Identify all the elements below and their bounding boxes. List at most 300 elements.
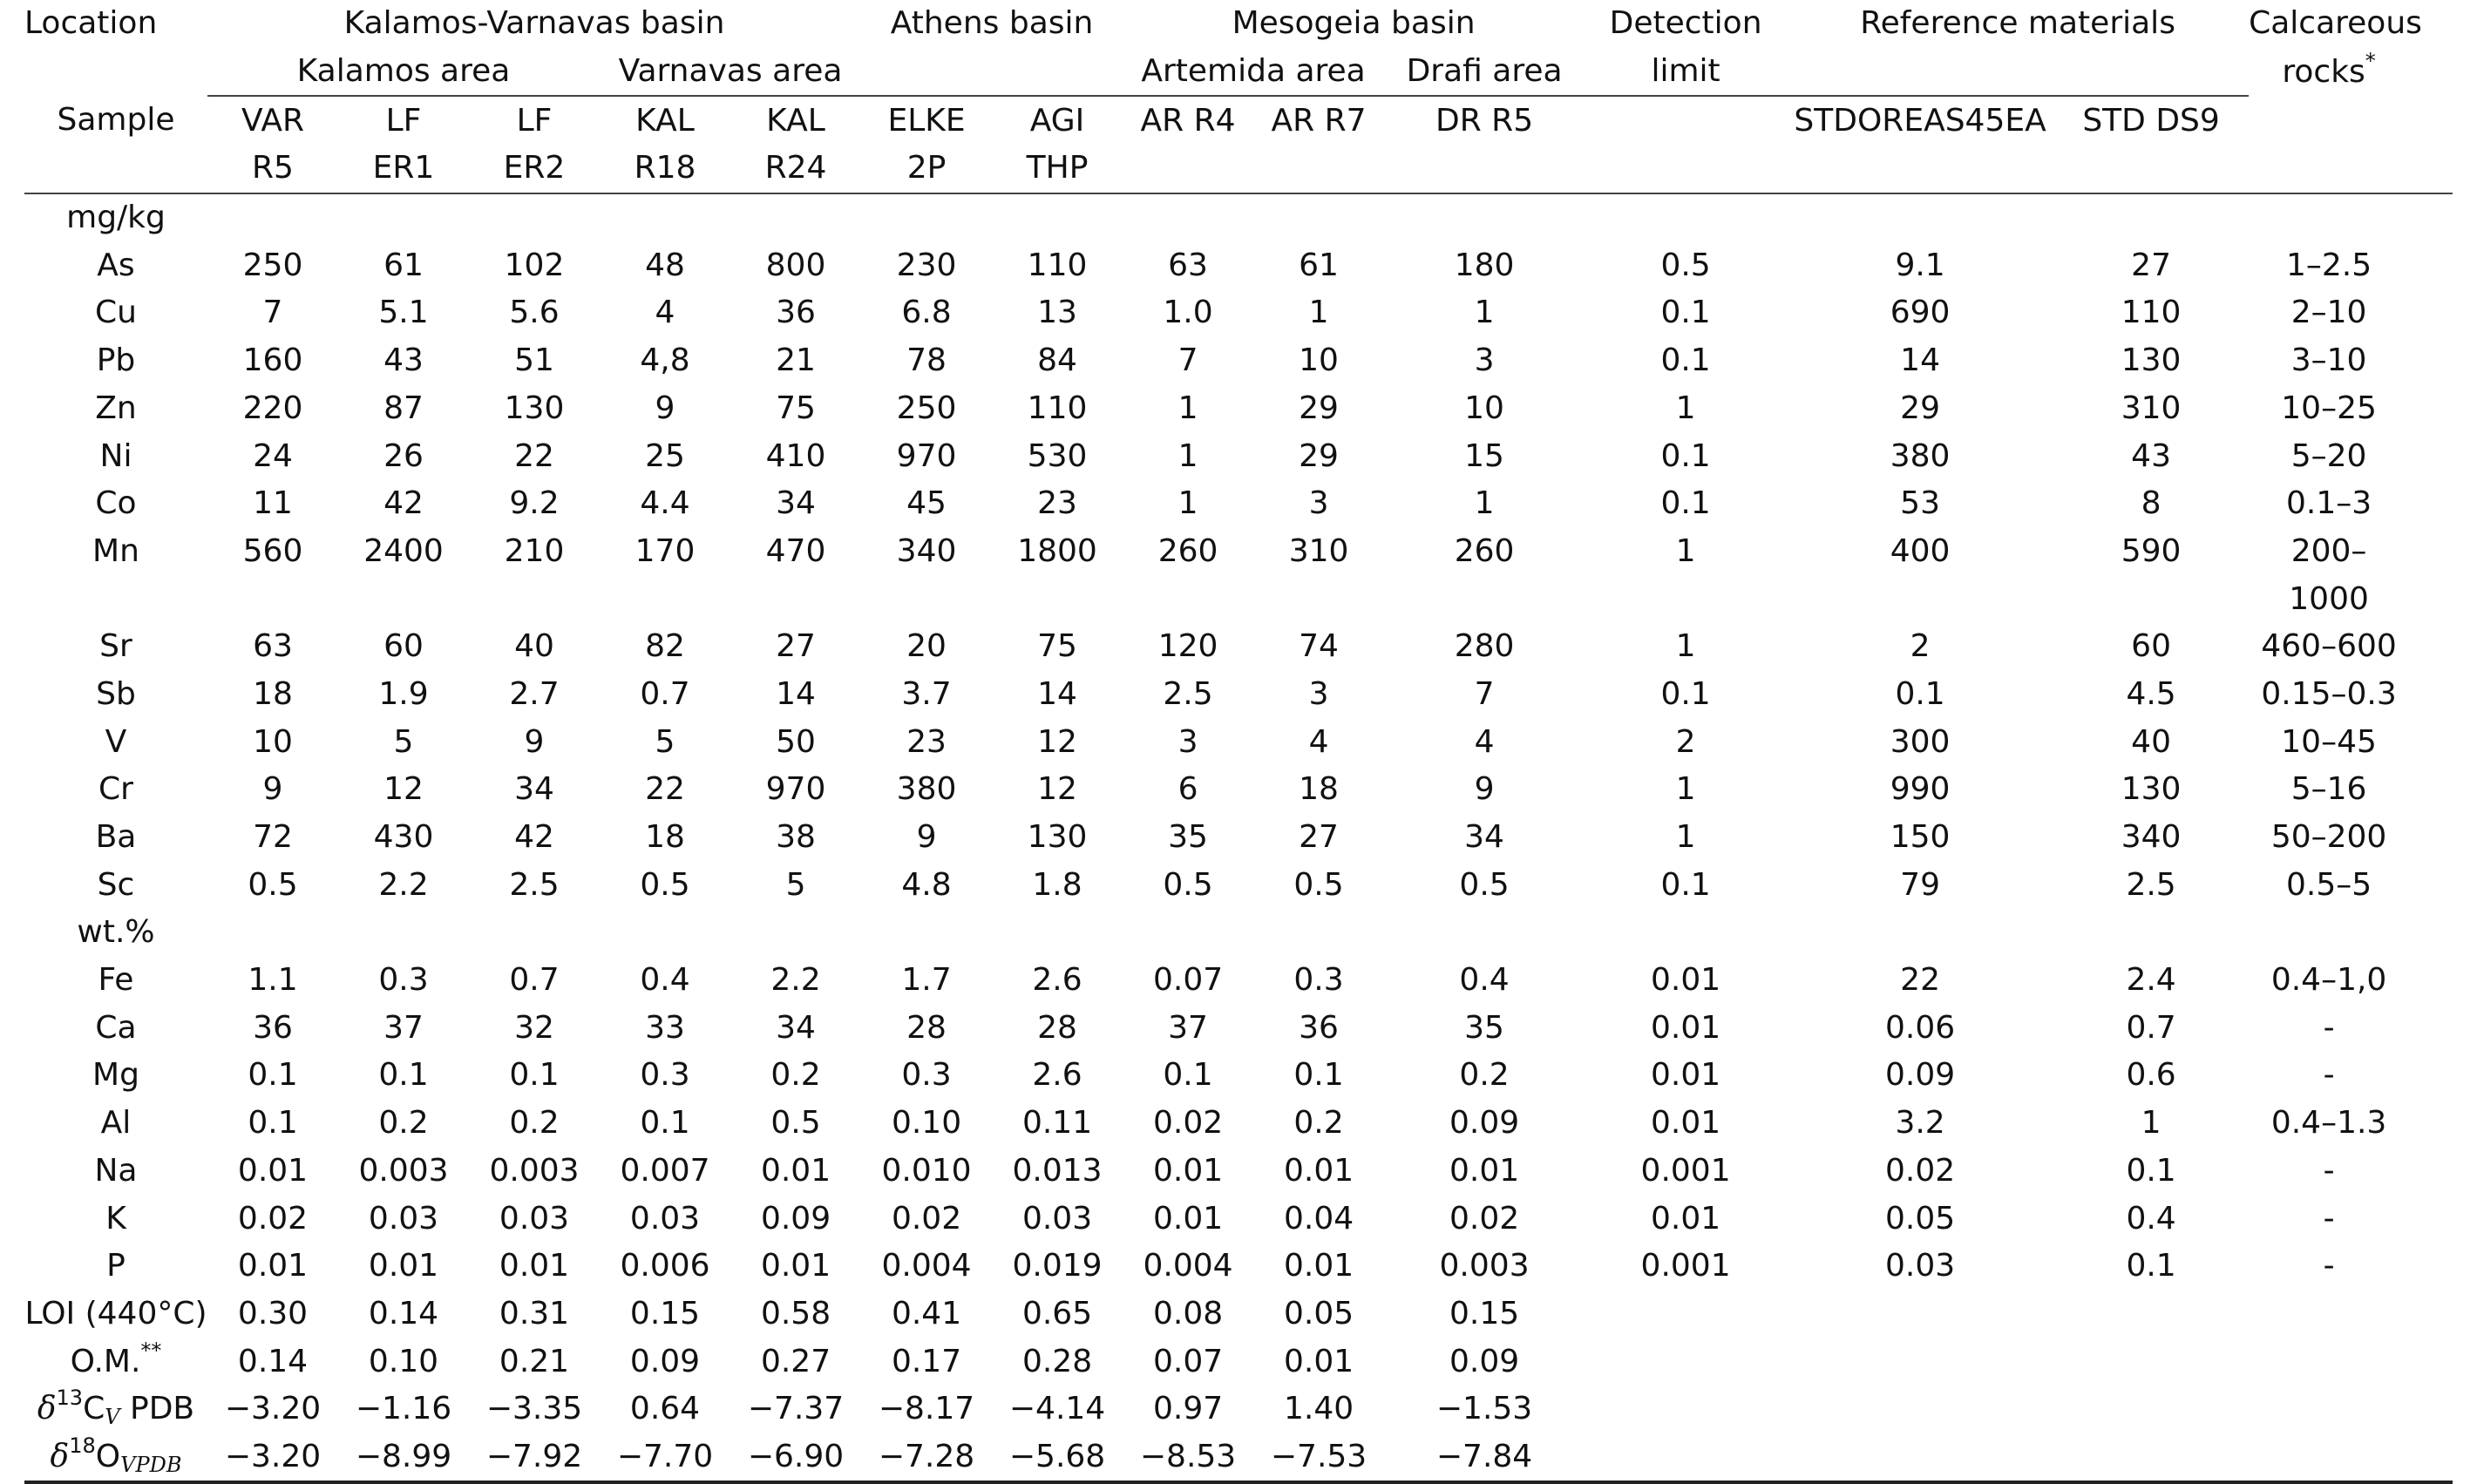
table-cell: 18 (645, 819, 685, 856)
table-row (24, 575, 2453, 623)
table-cell: 29 (1299, 437, 1339, 474)
table-cell: - (2323, 1152, 2335, 1189)
table-cell: 38 (776, 819, 816, 856)
sample-row-2 (24, 145, 2453, 193)
table-row (24, 385, 2453, 433)
table-cell: 27 (776, 628, 816, 665)
table-cell (2053, 575, 2249, 623)
table-cell: 0.1 (1895, 675, 1945, 712)
table-cell: 0.31 (499, 1295, 570, 1332)
table-cell: 0.1 (1660, 485, 1711, 522)
table-cell: 380 (896, 771, 957, 808)
table-cell: 9 (524, 723, 545, 760)
table-cell: 0.14 (237, 1343, 309, 1379)
table-cell (1585, 1338, 1787, 1386)
table-cell: 12 (1037, 771, 1077, 808)
table-cell: 0.03 (368, 1200, 439, 1237)
table-cell: −7.84 (1384, 1433, 1585, 1483)
table-cell: 0.01 (1152, 1152, 1224, 1189)
table-cell: 2.2 (770, 962, 821, 999)
table-cell (1787, 1291, 2053, 1338)
table-cell: 0.019 (1012, 1248, 1103, 1284)
table-cell: 0.1 (1660, 866, 1711, 903)
table-cell: 60 (2131, 628, 2171, 665)
table-cell: 1 (1675, 628, 1696, 665)
table-cell: 40 (2131, 723, 2171, 760)
table-cell: 10 (253, 723, 293, 760)
table-cell: 0.6 (2126, 1057, 2176, 1094)
table-cell: 1800 (1017, 532, 1097, 569)
table-cell: 1.9 (378, 675, 429, 712)
table-cell: 10 (1299, 342, 1339, 379)
table-cell: 7 (1177, 342, 1198, 379)
table-cell: 6.8 (901, 295, 952, 331)
table-row (24, 337, 2453, 385)
table-cell: 0.003 (489, 1152, 580, 1189)
table-cell: 34 (1464, 819, 1504, 856)
table-cell: 260 (1157, 532, 1218, 569)
table-row (24, 1195, 2453, 1243)
table-row (24, 432, 2453, 480)
table-cell: 110 (2121, 295, 2182, 331)
table-cell: 110 (1027, 390, 1088, 426)
table-cell (2249, 1291, 2409, 1338)
table-cell: 35 (1464, 1009, 1504, 1046)
unit-row-wt (24, 909, 2453, 957)
table-cell: 530 (1027, 437, 1088, 474)
table-row (24, 1100, 2453, 1148)
table-cell: 0.65 (1021, 1295, 1093, 1332)
table-cell: 0.003 (358, 1152, 449, 1189)
table-cell: 7 (1474, 675, 1495, 712)
table-cell: 0.05 (1885, 1200, 1956, 1237)
table-cell: 9 (655, 390, 675, 426)
table-cell: 340 (896, 532, 957, 569)
table-cell: 470 (765, 532, 826, 569)
table-cell: 0.004 (1143, 1248, 1233, 1284)
table-cell: 28 (906, 1009, 947, 1046)
table-cell: 0.09 (1449, 1343, 1520, 1379)
table-cell: 0.5 (770, 1105, 821, 1142)
table-cell: 5–16 (2290, 771, 2367, 808)
table-cell: 0.02 (891, 1200, 962, 1237)
table-cell: 250 (896, 390, 957, 426)
table-cell: 970 (896, 437, 957, 474)
sample-name: AGI (1029, 102, 1085, 139)
table-cell: 0.41 (891, 1295, 962, 1332)
sample-name: LF (516, 102, 553, 139)
table-cell: 2400 (363, 532, 444, 569)
table-cell: - (2323, 1200, 2335, 1237)
table-cell: 310 (1288, 532, 1349, 569)
table-cell: 37 (383, 1009, 424, 1046)
table-cell: 50 (776, 723, 816, 760)
table-cell: 14 (1900, 342, 1940, 379)
table-cell: 20 (906, 628, 947, 665)
table-row (24, 528, 2453, 576)
table-cell: 0.1 (378, 1057, 429, 1094)
table-cell (2249, 1386, 2409, 1433)
table-row (24, 957, 2453, 1005)
table-row (24, 241, 2453, 289)
sample-name-line2: ER2 (503, 150, 566, 186)
table-cell: 3–10 (2290, 342, 2367, 379)
table-cell: 10 (1464, 390, 1504, 426)
table-cell: 0.30 (237, 1295, 309, 1332)
calcareous-label-1: Calcareous (2249, 5, 2422, 42)
table-cell: 2.7 (509, 675, 560, 712)
table-cell: 0.01 (1152, 1200, 1224, 1237)
table-cell: 0.5–5 (2286, 866, 2372, 903)
element-label: Co (95, 485, 137, 522)
table-row (24, 289, 2453, 337)
table-cell (2053, 1338, 2249, 1386)
table-cell: 0.02 (237, 1200, 309, 1237)
table-cell: 22 (514, 437, 554, 474)
element-label (24, 575, 207, 623)
table-cell: - (2323, 1009, 2335, 1046)
table-cell: 430 (373, 819, 434, 856)
table-row (24, 861, 2453, 909)
table-cell: 0.5 (1459, 866, 1510, 903)
table-cell: 9 (1474, 771, 1495, 808)
table-cell: −8.99 (338, 1433, 469, 1483)
element-label: Pb (96, 342, 136, 379)
table-cell: 0.15 (629, 1295, 701, 1332)
table-cell: −3.20 (224, 1391, 322, 1427)
table-cell: 2–10 (2290, 295, 2367, 331)
table-cell: 1 (2141, 1105, 2161, 1142)
table-cell: 34 (776, 1009, 816, 1046)
element-label: Mg (92, 1057, 139, 1094)
table-cell: 0.01 (237, 1152, 309, 1189)
detection-limit-label-2: limit (1585, 48, 1787, 97)
table-cell: 9.1 (1895, 247, 1945, 283)
table-cell: 1 (1177, 437, 1198, 474)
table-cell: 2.6 (1032, 962, 1082, 999)
element-label: K (105, 1200, 126, 1237)
table-cell: −3.35 (485, 1391, 583, 1427)
sample-name-line2: THP (1026, 150, 1089, 186)
table-cell: 0.02 (1449, 1200, 1520, 1237)
table-cell: 61 (1299, 247, 1339, 283)
table-cell: 0.4 (1459, 962, 1510, 999)
table-cell: 0.5 (640, 866, 690, 903)
sample-name: AR R7 (1271, 102, 1367, 139)
element-label: Na (94, 1152, 138, 1189)
table-cell: 0.09 (629, 1343, 701, 1379)
table-cell: −7.28 (861, 1433, 992, 1483)
element-label: LOI (440°C) (24, 1295, 207, 1332)
element-label: Ba (95, 819, 137, 856)
table-cell: 11 (253, 485, 293, 522)
table-cell: 1000 (2289, 580, 2369, 617)
table-cell: 5 (785, 866, 806, 903)
table-cell: 35 (1168, 819, 1208, 856)
table-cell: 50–200 (2270, 819, 2387, 856)
element-label: Sc (97, 866, 135, 903)
table-cell: 0.97 (1152, 1391, 1224, 1427)
header-row-2 (24, 48, 2453, 97)
drafi-area-label: Drafi area (1384, 48, 1585, 97)
element-label: Sr (99, 628, 132, 665)
table-cell: 0.1 (2126, 1152, 2176, 1189)
table-cell: 0.03 (499, 1200, 570, 1237)
table-cell: 14 (776, 675, 816, 712)
table-cell: 102 (504, 247, 565, 283)
table-cell (992, 575, 1123, 623)
table-cell: 82 (645, 628, 685, 665)
table-cell (469, 575, 600, 623)
table-cell: 120 (1157, 628, 1218, 665)
table-cell: 1 (1675, 532, 1696, 569)
table-cell: 0.5 (1293, 866, 1344, 903)
table-cell: 1–2.5 (2286, 247, 2372, 283)
table-cell: 36 (776, 295, 816, 331)
table-cell: 0.013 (1012, 1152, 1103, 1189)
table-cell: 22 (645, 771, 685, 808)
table-cell: 6 (1177, 771, 1198, 808)
table-cell: 800 (765, 247, 826, 283)
table-cell: 0.15–0.3 (2261, 675, 2397, 712)
table-cell: 2.5 (509, 866, 560, 903)
table-row (24, 814, 2453, 862)
table-cell: 5.6 (509, 295, 560, 331)
table-cell: 0.4–1,0 (2270, 962, 2387, 999)
table-cell: 28 (1037, 1009, 1077, 1046)
table-cell: 2.4 (2126, 962, 2176, 999)
sample-name-line2: R5 (252, 150, 294, 186)
table-cell: 590 (2121, 532, 2182, 569)
table-cell: 460–600 (2261, 628, 2397, 665)
unit-label: wt.% (77, 914, 155, 951)
table-cell: 0.7 (640, 675, 690, 712)
table-cell: 13 (1037, 295, 1077, 331)
table-cell: 0.3 (1293, 962, 1344, 999)
table-cell: 79 (1900, 866, 1940, 903)
table-cell: 34 (514, 771, 554, 808)
table-cell: 8 (2141, 485, 2161, 522)
table-cell: 3 (1474, 342, 1495, 379)
table-cell: 4 (1474, 723, 1495, 760)
table-cell: 0.1–3 (2286, 485, 2372, 522)
table-cell: 0.1 (1660, 342, 1711, 379)
table-cell: 0.5 (1163, 866, 1213, 903)
table-cell: 43 (383, 342, 424, 379)
table-cell: 560 (242, 532, 303, 569)
table-cell: 990 (1890, 771, 1951, 808)
element-label: Ca (95, 1009, 137, 1046)
table-cell: 29 (1900, 390, 1940, 426)
table-cell: 130 (2121, 342, 2182, 379)
table-cell: 0.1 (2126, 1248, 2176, 1284)
table-cell: 150 (1890, 819, 1951, 856)
table-cell: 87 (383, 390, 424, 426)
element-label: Cu (95, 295, 137, 331)
table-cell: 23 (1037, 485, 1077, 522)
sample-name: AR R4 (1140, 102, 1236, 139)
table-cell: 1.8 (1032, 866, 1082, 903)
table-cell: 970 (765, 771, 826, 808)
table-cell: 2 (1675, 723, 1696, 760)
table-cell: 200– (2290, 532, 2367, 569)
table-cell: 1 (1177, 390, 1198, 426)
athens-basin-label: Athens basin (890, 5, 1094, 42)
element-label: As (97, 247, 135, 283)
table-cell: 130 (1027, 819, 1088, 856)
table-cell: 51 (514, 342, 554, 379)
table-cell: 0.2 (1293, 1105, 1344, 1142)
table-cell: 53 (1900, 485, 1940, 522)
table-cell (1585, 575, 1787, 623)
table-cell: 0.01 (1283, 1343, 1354, 1379)
table-cell: 5 (393, 723, 414, 760)
table-cell: 0.09 (760, 1200, 831, 1237)
table-cell: 0.09 (1449, 1105, 1520, 1142)
table-cell: 0.1 (248, 1105, 298, 1142)
table-cell: 42 (383, 485, 424, 522)
table-cell (1585, 1291, 1787, 1338)
table-cell: 0.001 (1640, 1248, 1731, 1284)
sample-name: KAL (635, 102, 695, 139)
table-row (24, 1052, 2453, 1100)
table-cell: −8.17 (878, 1391, 975, 1427)
unit-row-mgkg (24, 193, 2453, 242)
table-cell: 0.01 (1283, 1248, 1354, 1284)
sample-row-1 (24, 96, 2453, 145)
element-label: Sb (96, 675, 136, 712)
table-cell: 18 (253, 675, 293, 712)
table-row (24, 1338, 2453, 1386)
table-cell: 10–45 (2281, 723, 2377, 760)
table-row (24, 623, 2453, 671)
mesogeia-basin-label: Mesogeia basin (1232, 5, 1476, 42)
table-cell: 130 (2121, 771, 2182, 808)
table-cell: 400 (1890, 532, 1951, 569)
table-cell: 0.04 (1283, 1200, 1354, 1237)
table-cell: 1 (1177, 485, 1198, 522)
kv-basin-label: Kalamos-Varnavas basin (343, 5, 725, 42)
element-label: Zn (95, 390, 137, 426)
table-cell: 3 (1177, 723, 1198, 760)
table-cell: 0.1 (1660, 675, 1711, 712)
sample-name-line2 (1384, 145, 1585, 193)
table-cell (1585, 1433, 1787, 1483)
isotope-label: $\delta^{13}C_V$ PDB (37, 1386, 195, 1430)
table-cell: 4,8 (640, 342, 690, 379)
table-row (24, 480, 2453, 528)
table-cell: 0.2 (378, 1105, 429, 1142)
table-cell: 0.4 (2126, 1200, 2176, 1237)
table-cell: 0.4 (640, 962, 690, 999)
element-label: Cr (98, 771, 133, 808)
table-cell (207, 575, 338, 623)
element-label: P (106, 1248, 126, 1284)
table-cell: 9.2 (509, 485, 560, 522)
table-cell: 380 (1890, 437, 1951, 474)
table-cell (1787, 575, 2053, 623)
table-cell: 63 (253, 628, 293, 665)
table-cell: 0.5 (1660, 247, 1711, 283)
table-cell: 2.5 (2126, 866, 2176, 903)
table-cell: 1 (1474, 295, 1495, 331)
table-cell: 0.3 (901, 1057, 952, 1094)
table-cell: 0.3 (378, 962, 429, 999)
table-cell: 61 (383, 247, 424, 283)
table-cell: 210 (504, 532, 565, 569)
table-cell: 0.17 (891, 1343, 962, 1379)
table-cell: 33 (645, 1009, 685, 1046)
table-cell: 27 (1299, 819, 1339, 856)
table-cell: 1 (1308, 295, 1329, 331)
table-cell: 25 (645, 437, 685, 474)
element-label: Ni (99, 437, 132, 474)
table-cell: 180 (1454, 247, 1515, 283)
table-cell (730, 575, 861, 623)
sample-name: VAR (241, 102, 304, 139)
table-cell: 130 (504, 390, 565, 426)
table-cell: 0.08 (1152, 1295, 1224, 1332)
table-cell: 0.02 (1885, 1152, 1956, 1189)
table-cell: −1.53 (1435, 1391, 1533, 1427)
table-cell: −6.90 (730, 1433, 861, 1483)
table-cell: 230 (896, 247, 957, 283)
table-cell: 0.007 (620, 1152, 710, 1189)
table-cell: 3.7 (901, 675, 952, 712)
table-cell (1787, 1386, 2053, 1433)
table-cell: 22 (1900, 962, 1940, 999)
table-cell: 0.1 (509, 1057, 560, 1094)
table-cell: 3 (1308, 485, 1329, 522)
table-cell: 0.1 (1660, 295, 1711, 331)
table-cell: −7.37 (747, 1391, 845, 1427)
sample-name: ELKE (887, 102, 966, 139)
table-cell: 0.03 (629, 1200, 701, 1237)
table-cell: 2.6 (1032, 1057, 1082, 1094)
element-label: Al (100, 1105, 132, 1142)
detection-limit-label-1: Detection (1609, 5, 1762, 42)
table-row (24, 1386, 2453, 1433)
table-cell: 0.01 (1651, 1009, 1721, 1046)
table-cell: 0.7 (509, 962, 560, 999)
table-cell: 0.03 (1885, 1248, 1956, 1284)
table-cell: 260 (1454, 532, 1515, 569)
table-cell: 14 (1037, 675, 1077, 712)
header-row-1 (24, 0, 2453, 48)
sample-label: Sample (57, 102, 175, 139)
table-cell: 12 (1037, 723, 1077, 760)
table-cell: 10–25 (2281, 390, 2377, 426)
table-cell: 280 (1454, 628, 1515, 665)
geochemistry-table-container (24, 0, 2453, 1484)
table-cell: 4.5 (2126, 675, 2176, 712)
table-cell: 0.21 (499, 1343, 570, 1379)
table-cell: 690 (1890, 295, 1951, 331)
kalamos-area-label: Kalamos area (207, 48, 600, 97)
table-cell: 0.004 (881, 1248, 972, 1284)
table-cell: 84 (1037, 342, 1077, 379)
table-cell: 74 (1299, 628, 1339, 665)
sample-name-line2 (1123, 145, 1253, 193)
table-cell: 9 (262, 771, 283, 808)
artemida-area-label: Artemida area (1123, 48, 1384, 97)
table-cell: 0.1 (1163, 1057, 1213, 1094)
table-cell: 0.1 (1293, 1057, 1344, 1094)
reference-materials-label: Reference materials (1860, 5, 2175, 42)
table-cell: 0.01 (1651, 962, 1721, 999)
table-cell: 0.02 (1152, 1105, 1224, 1142)
table-cell: 1.1 (248, 962, 298, 999)
